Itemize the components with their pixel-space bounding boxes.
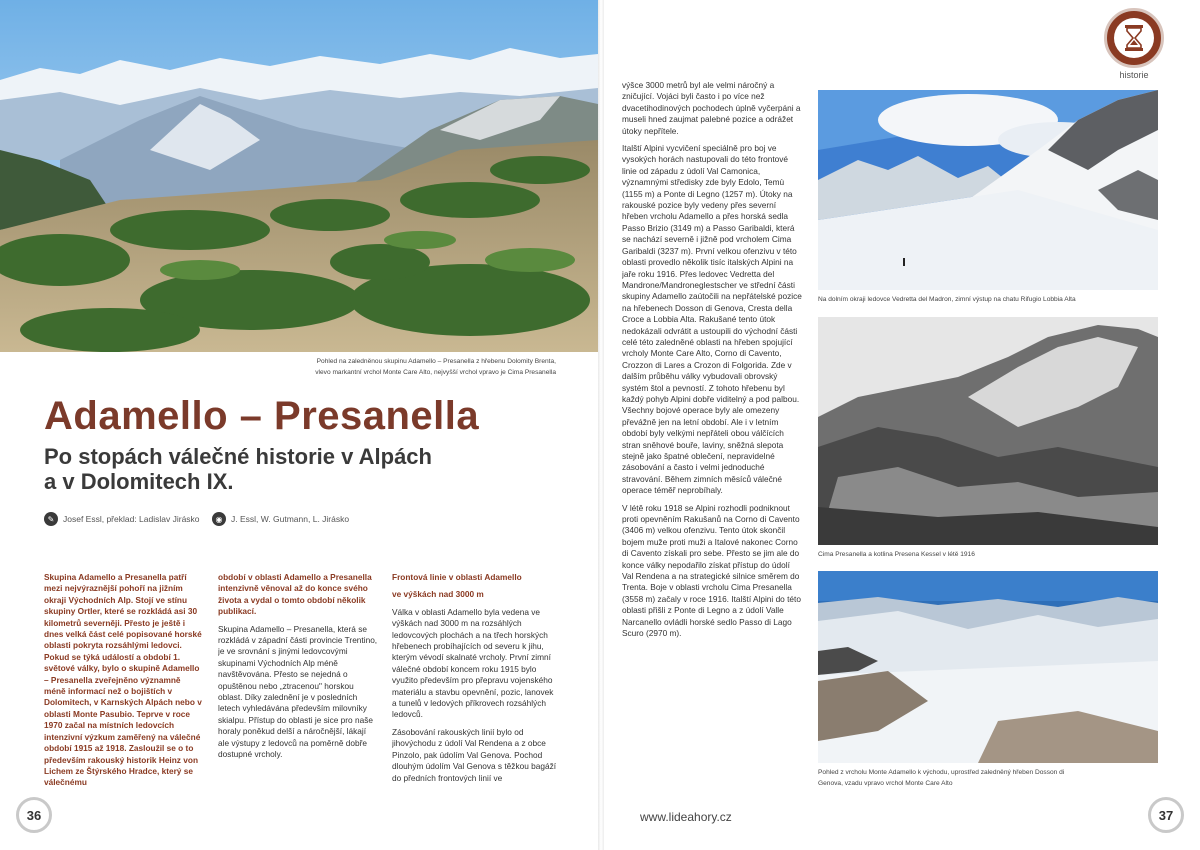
body-paragraph: Skupina Adamello – Presanella, která se rozkládá v západní části provincie Trentino, je ve srovnání s jinými ledovcovými skupinami Východních Alp méně navštěvována. Přesto se nejedná o opuštěnou nebo „ztracenou" horskou oblast. Díky zalednění je v posledních letech vyhledávána především milovníky skialpu. Přístup do oblasti je sice pro naše horaly poněkud delší a náročnější, lákají ale výstupy z ledovců na poměrně dobře dostupné vrcholy. — [218, 623, 378, 760]
article-title: Adamello – Presanella — [44, 394, 480, 438]
section-heading: Frontová linie v oblasti Adamello — [392, 572, 522, 582]
photo1-caption: Na dolním okraji ledovce Vedretta del Madron, zimní výstup na chatu Rifugio Lobbia Alta — [818, 296, 1076, 303]
website-link[interactable]: www.lideahory.cz — [640, 810, 732, 824]
hero-caption-line-2: vlevo markantní vrchol Monte Care Alto, nejvyšší vrchol vpravo je Cima Presanella — [315, 369, 556, 376]
section-label: historie — [1119, 70, 1149, 80]
hero-caption — [200, 356, 556, 378]
left-column-2 — [218, 572, 378, 802]
article-subtitle — [44, 444, 564, 494]
section-badge — [1104, 8, 1164, 68]
body-paragraph: V létě roku 1918 se Alpini rozhodli podniknout proti opevněním Rakušanů na Corno di Cavento (3406 m) velkou ofenzivu. Tento útok skončil bojem muže proti muži a Italové nakonec Corno di Cavento získali pro sebe. Přesto se jim ale do konce války nepodařilo získat přístup do údolí Val Rendena a na strategické silnice směrem do Trenta. Boje v oblasti vrcholu Cima Presanella (3558 m) začaly v roce 1916. Italští Alpini do této oblasti přišli z Ponte di Legno a z údolí Valle Narcanello ovládli horské sedlo Passo di Lago Scuro (2970 m). — [622, 502, 801, 639]
left-column-3 — [392, 572, 560, 802]
body-paragraph: Italští Alpini vycvičení speciálně pro boj ve vysokých horách nastupovali do této frontové linie od západu z údolí Val Camonica, významnými středisky zde byly Edolo, Temù (1155 m) a Ponte di Legno (1257 m). Útoky na rakouské pozice byly vedeny přes severní hřeben vrcholu Adamello a přes horská sedla Passo Brizio (3149 m) a Passo Garibaldi, která se nachází severně i jižně pod vrcholem Cima Garibaldi (3237 m). První velkou ofenzivu v této oblasti provedlo několik tisíc italských Alpini na jaře roku 1916. Přes ledovec Vedretta del Mandrone/Mandroneglestscher ve střední části skupiny Adamello zaútočili na nepřátelské pozice na hřebenech Dosson di Genova, Cresta della Croce a Lobbia Alta. Rakušané tento útok nedokázali odvrátit a ustoupili do východní části celé této zaledněné oblasti na hřeben spojující vrcholy Monte Care Alto, Corno di Cavento, Crozzon di Lares a Crozon di Folgorida. Zde v dalším průběhu války vybudovali obrovský systém štol a pevností. Z tohoto hřebenu byl každý pohyb Alpini dobře viditelný a pod palbou. Všechny bojové operace byly ale omezeny převážně jen na letní období. Ale i v letním období byly velkými nepřáteli obou válčících stran sněhové bouře, laviny, sněžná slepota stejně jako špatné oblečení, nepravidelné zásobování a často i velmi jednoduché stravování. Během zimních měsíců válečné operace téměř neprobíhaly. — [622, 143, 802, 496]
author-credit — [44, 512, 200, 526]
body-paragraph: výšce 3000 metrů byl ale velmi náročný a zničující. Vojáci byli často i po více než dvacetihodinových pochodech úplně vyčerpáni a museli hned zaujmat palebné pozice a odrážet útoky nepřítele. — [622, 80, 801, 136]
pen-icon: ✎ — [44, 512, 58, 526]
photo-adamello-summit-view — [818, 571, 1158, 763]
photo3-caption — [818, 767, 1158, 789]
lead-paragraph: Skupina Adamello a Presanella patří mezi nejvýraznější pohoří na jižním okraji Východních Alp. Stojí ve stínu skupiny Ortler, které se rozkládá asi 30 kilometrů severněji. Přesto je ještě i dnes velká část celé popisované horské oblasti pokryta rozsáhlými ledovci. Pokud se týká událostí a období 1. světové války, bylo o skupině Adamello – Presanella zveřejněno významně méně informací než o bojištích v Dolomitech, v Karnských Alpách nebo v oblasti Monte Pasubio. Teprve v roce 1970 začal na místních ledovcích intenzivní výzkum zaměřený na válečné období 1915 až 1918. Zasloužil se o to především rakouský historik Heinz von Lichem ze Štýrského Hradce, který se válečnému — [44, 572, 202, 788]
page-number-left: 36 — [16, 797, 52, 833]
page-number-right: 37 — [1148, 797, 1184, 833]
photo-glacier-skier — [818, 90, 1158, 290]
author-text: Josef Essl, překlad: Ladislav Jirásko — [63, 514, 200, 524]
camera-icon: ◉ — [212, 512, 226, 526]
hero-photo-mountains — [0, 0, 598, 352]
photo-presanella-historical — [818, 317, 1158, 545]
section-heading-line-2: ve výškách nad 3000 m — [392, 589, 484, 600]
hourglass-icon — [1114, 18, 1154, 58]
body-paragraph: Zásobování rakouských linií bylo od jihovýchodu z údolí Val Rendena a z obce Pinzolo, pak údolím Val Genova. Pochod dlouhým údolím Val Genova s těžkou bagáží do předních frontových linií ve — [392, 726, 557, 783]
hero-caption-line-1: Pohled na zaledněnou skupinu Adamello – Presanella z hřebenu Dolomity Brenta, — [316, 358, 556, 365]
page-gutter — [598, 0, 604, 850]
right-column — [622, 80, 802, 795]
subtitle-line-1: Po stopách válečné historie v Alpách — [44, 444, 432, 469]
body-paragraph: Válka v oblasti Adamello byla vedena ve výškách nad 3000 m na rozsáhlých ledovcových plochách a na třech horských hřebenech probíhajících od severu k jihu, kterým vévodí skalnaté vrcholy. První zimní válečné období koncem roku 1915 bylo využito především pro přepravu vojenského materiálu a stavbu opevnění, pozic, lanovek a tunelů v ledových příkrovech rozsáhlých ledovců. — [392, 606, 554, 720]
left-column-1 — [44, 572, 204, 802]
lead-paragraph-continued: období v oblasti Adamello a Presanella intenzivně věnoval až do konce svého života a vydal o tomto období několik publikací. — [218, 572, 372, 617]
photo3-caption-line-2: Genova, vzadu vpravo vrchol Monte Care Alto — [818, 780, 953, 787]
photo-credit-text: J. Essl, W. Gutmann, L. Jirásko — [231, 514, 350, 524]
subtitle-line-2: a v Dolomitech IX. — [44, 469, 234, 494]
photo-credit — [212, 512, 349, 526]
photo3-caption-line-1: Pohled z vrcholu Monte Adamello k východu, uprostřed zaledněný hřeben Dosson di — [818, 769, 1065, 776]
photo2-caption: Cima Presanella a kotlina Presena Kessel v létě 1916 — [818, 551, 975, 558]
